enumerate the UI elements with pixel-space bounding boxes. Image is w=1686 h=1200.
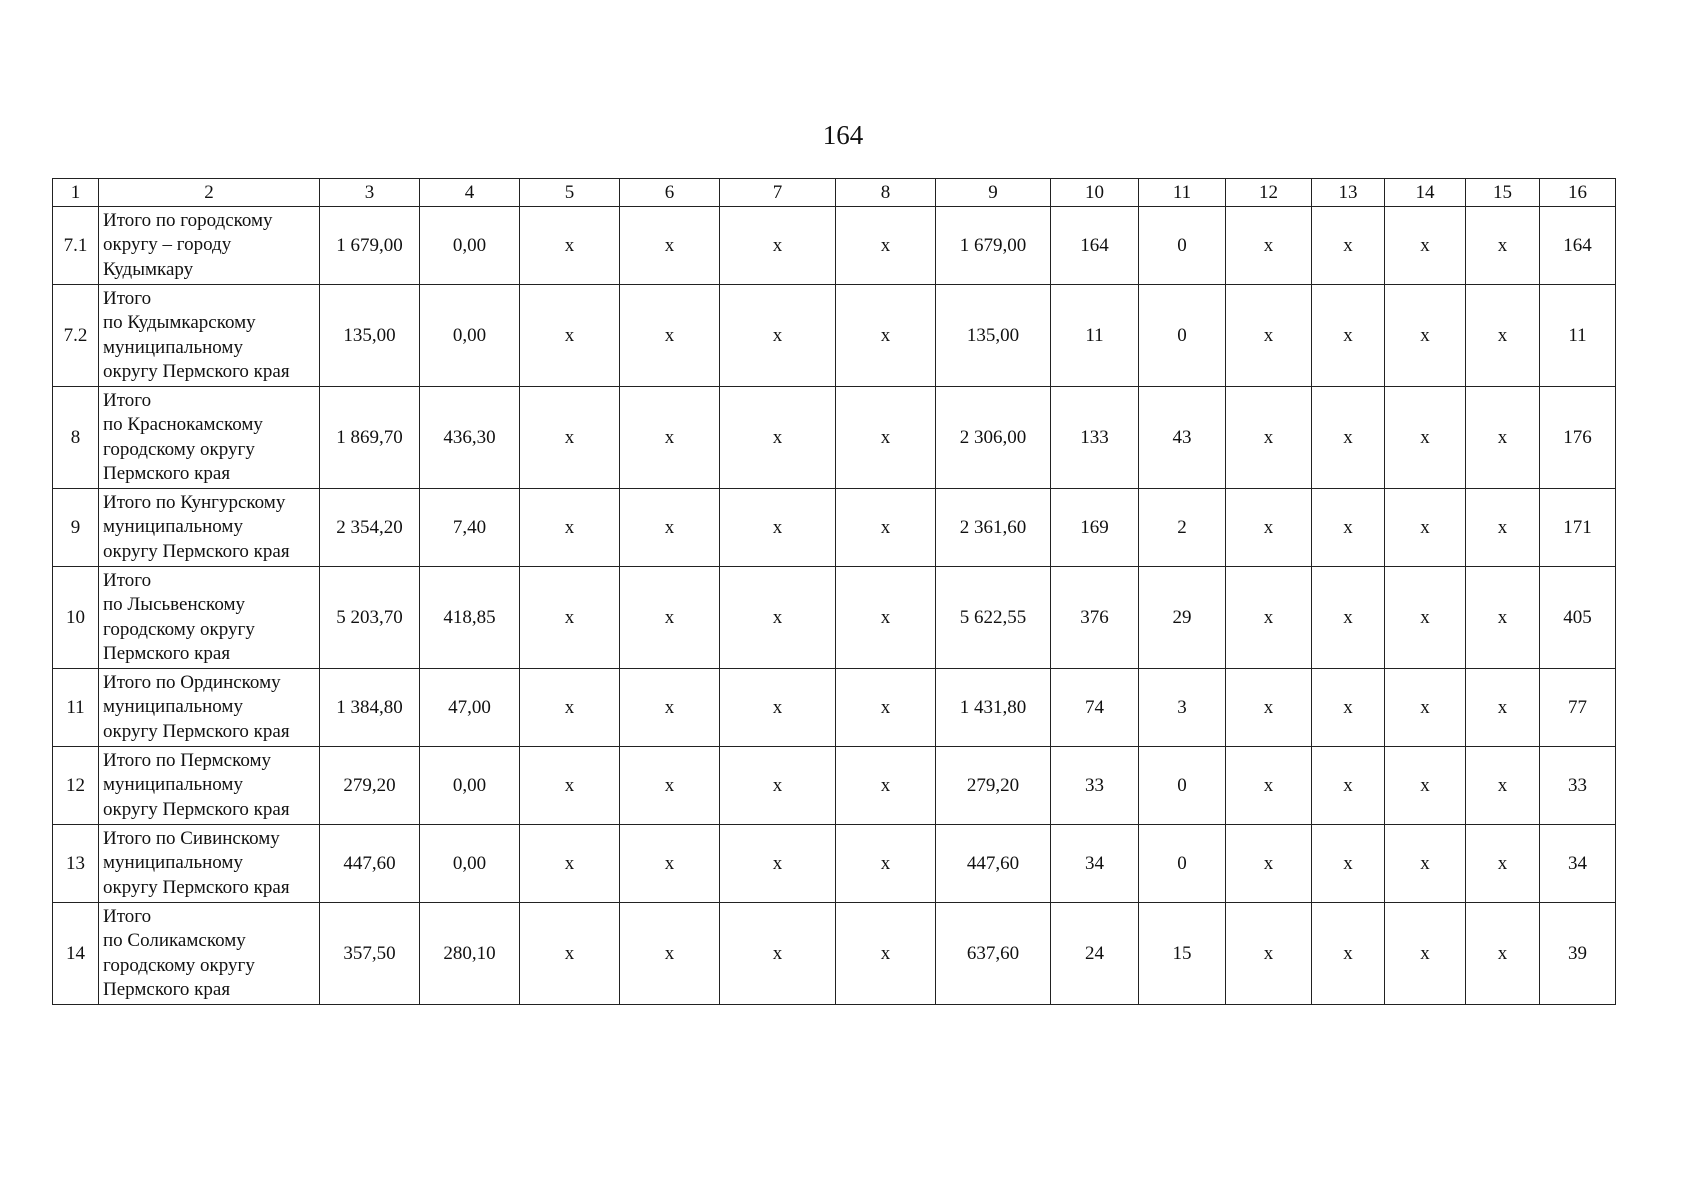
value-cell: 0,00 <box>420 747 520 825</box>
value-cell: х <box>1312 387 1385 489</box>
column-number-10: 10 <box>1051 179 1139 207</box>
value-cell: х <box>1385 567 1466 669</box>
value-cell: 357,50 <box>320 903 420 1005</box>
value-cell: 11 <box>1051 285 1139 387</box>
value-cell: х <box>1466 207 1540 285</box>
value-cell: 135,00 <box>320 285 420 387</box>
value-cell: х <box>1385 825 1466 903</box>
row-number-cell: 9 <box>53 489 99 567</box>
value-cell: х <box>1312 567 1385 669</box>
value-cell: 447,60 <box>320 825 420 903</box>
value-cell: х <box>1312 903 1385 1005</box>
value-cell: х <box>720 825 836 903</box>
value-cell: х <box>836 567 936 669</box>
value-cell: х <box>720 567 836 669</box>
value-cell: х <box>1385 489 1466 567</box>
value-cell: 164 <box>1540 207 1616 285</box>
value-cell: х <box>836 825 936 903</box>
value-cell: х <box>1226 567 1312 669</box>
value-cell: х <box>520 387 620 489</box>
row-name-cell: Итого по Сивинскому муниципальному округу Пермского края <box>99 825 320 903</box>
report-table <box>52 178 1616 1005</box>
column-number-8: 8 <box>836 179 936 207</box>
row-name-cell: Итого по Пермскому муниципальному округу Пермского края <box>99 747 320 825</box>
value-cell: х <box>620 669 720 747</box>
value-cell: 7,40 <box>420 489 520 567</box>
table-body <box>53 179 1616 1005</box>
row-name-cell: Итого по Ординскому муниципальному округу Пермского края <box>99 669 320 747</box>
column-number-5: 5 <box>520 179 620 207</box>
value-cell: х <box>836 903 936 1005</box>
value-cell: х <box>1312 747 1385 825</box>
value-cell: 1 431,80 <box>936 669 1051 747</box>
column-number-4: 4 <box>420 179 520 207</box>
value-cell: х <box>1226 285 1312 387</box>
value-cell: 405 <box>1540 567 1616 669</box>
value-cell: х <box>620 903 720 1005</box>
table-row <box>53 669 1616 747</box>
value-cell: 171 <box>1540 489 1616 567</box>
value-cell: 0 <box>1139 207 1226 285</box>
column-number-2: 2 <box>99 179 320 207</box>
value-cell: х <box>1385 285 1466 387</box>
value-cell: х <box>620 387 720 489</box>
column-number-6: 6 <box>620 179 720 207</box>
value-cell: х <box>620 285 720 387</box>
value-cell: х <box>1312 207 1385 285</box>
value-cell: х <box>1466 903 1540 1005</box>
value-cell: 47,00 <box>420 669 520 747</box>
column-number-14: 14 <box>1385 179 1466 207</box>
value-cell: х <box>1226 903 1312 1005</box>
value-cell: х <box>836 669 936 747</box>
value-cell: 280,10 <box>420 903 520 1005</box>
row-name-cell: Итого по Кудымкарскому муниципальному округу Пермского края <box>99 285 320 387</box>
column-number-1: 1 <box>53 179 99 207</box>
value-cell: х <box>520 489 620 567</box>
value-cell: 436,30 <box>420 387 520 489</box>
table-row <box>53 567 1616 669</box>
value-cell: 447,60 <box>936 825 1051 903</box>
value-cell: х <box>1466 669 1540 747</box>
value-cell: 1 869,70 <box>320 387 420 489</box>
value-cell: 376 <box>1051 567 1139 669</box>
value-cell: 0 <box>1139 747 1226 825</box>
row-number-cell: 7.1 <box>53 207 99 285</box>
value-cell: х <box>1385 387 1466 489</box>
value-cell: 2 306,00 <box>936 387 1051 489</box>
column-number-12: 12 <box>1226 179 1312 207</box>
value-cell: х <box>1226 747 1312 825</box>
value-cell: х <box>1466 567 1540 669</box>
page-number: 164 <box>822 120 864 150</box>
value-cell: 135,00 <box>936 285 1051 387</box>
value-cell: 34 <box>1051 825 1139 903</box>
row-name-cell: Итого по Соликамскому городскому округу Пермского края <box>99 903 320 1005</box>
value-cell: 2 354,20 <box>320 489 420 567</box>
value-cell: х <box>720 747 836 825</box>
row-name-cell: Итого по Краснокамскому городскому округу Пермского края <box>99 387 320 489</box>
value-cell: 1 679,00 <box>320 207 420 285</box>
table-row <box>53 489 1616 567</box>
value-cell: 1 679,00 <box>936 207 1051 285</box>
value-cell: х <box>1226 489 1312 567</box>
value-cell: х <box>836 207 936 285</box>
row-number-cell: 14 <box>53 903 99 1005</box>
value-cell: 0,00 <box>420 825 520 903</box>
table-row <box>53 207 1616 285</box>
value-cell: х <box>1385 747 1466 825</box>
value-cell: х <box>720 285 836 387</box>
value-cell: 637,60 <box>936 903 1051 1005</box>
value-cell: 43 <box>1139 387 1226 489</box>
value-cell: х <box>520 669 620 747</box>
value-cell: 77 <box>1540 669 1616 747</box>
column-number-16: 16 <box>1540 179 1616 207</box>
value-cell: 169 <box>1051 489 1139 567</box>
value-cell: х <box>1226 669 1312 747</box>
row-number-cell: 11 <box>53 669 99 747</box>
value-cell: х <box>1385 207 1466 285</box>
value-cell: 279,20 <box>936 747 1051 825</box>
column-number-7: 7 <box>720 179 836 207</box>
row-name-cell: Итого по городскому округу – городу Кудымкару <box>99 207 320 285</box>
value-cell: х <box>836 285 936 387</box>
value-cell: х <box>1312 825 1385 903</box>
value-cell: 0,00 <box>420 285 520 387</box>
value-cell: х <box>836 747 936 825</box>
value-cell: 24 <box>1051 903 1139 1005</box>
row-number-cell: 8 <box>53 387 99 489</box>
value-cell: 1 384,80 <box>320 669 420 747</box>
value-cell: 34 <box>1540 825 1616 903</box>
value-cell: 11 <box>1540 285 1616 387</box>
value-cell: х <box>1466 825 1540 903</box>
column-number-11: 11 <box>1139 179 1226 207</box>
value-cell: 0 <box>1139 825 1226 903</box>
value-cell: 418,85 <box>420 567 520 669</box>
table-row <box>53 825 1616 903</box>
value-cell: х <box>1466 387 1540 489</box>
value-cell: 2 <box>1139 489 1226 567</box>
value-cell: 39 <box>1540 903 1616 1005</box>
value-cell: х <box>520 207 620 285</box>
table-row <box>53 285 1616 387</box>
value-cell: 176 <box>1540 387 1616 489</box>
value-cell: х <box>1312 285 1385 387</box>
value-cell: х <box>1466 489 1540 567</box>
value-cell: х <box>1226 387 1312 489</box>
value-cell: 2 361,60 <box>936 489 1051 567</box>
value-cell: 0 <box>1139 285 1226 387</box>
table-row <box>53 747 1616 825</box>
value-cell: х <box>720 903 836 1005</box>
value-cell: х <box>720 489 836 567</box>
value-cell: х <box>836 489 936 567</box>
row-name-cell: Итого по Лысьвенскому городскому округу Пермского края <box>99 567 320 669</box>
value-cell: х <box>620 489 720 567</box>
row-number-cell: 13 <box>53 825 99 903</box>
value-cell: х <box>1466 285 1540 387</box>
value-cell: 133 <box>1051 387 1139 489</box>
table-row <box>53 387 1616 489</box>
value-cell: х <box>620 207 720 285</box>
value-cell: 29 <box>1139 567 1226 669</box>
value-cell: х <box>1312 489 1385 567</box>
value-cell: 15 <box>1139 903 1226 1005</box>
value-cell: х <box>620 747 720 825</box>
value-cell: х <box>520 903 620 1005</box>
row-number-cell: 7.2 <box>53 285 99 387</box>
column-number-9: 9 <box>936 179 1051 207</box>
value-cell: х <box>620 567 720 669</box>
value-cell: х <box>720 207 836 285</box>
value-cell: 5 622,55 <box>936 567 1051 669</box>
value-cell: х <box>720 669 836 747</box>
value-cell: 0,00 <box>420 207 520 285</box>
row-number-cell: 10 <box>53 567 99 669</box>
value-cell: х <box>1385 669 1466 747</box>
value-cell: х <box>520 567 620 669</box>
value-cell: х <box>836 387 936 489</box>
value-cell: 33 <box>1051 747 1139 825</box>
value-cell: 5 203,70 <box>320 567 420 669</box>
value-cell: 74 <box>1051 669 1139 747</box>
value-cell: х <box>1226 207 1312 285</box>
column-number-13: 13 <box>1312 179 1385 207</box>
row-number-cell: 12 <box>53 747 99 825</box>
value-cell: х <box>520 285 620 387</box>
column-number-15: 15 <box>1466 179 1540 207</box>
value-cell: х <box>520 747 620 825</box>
value-cell: х <box>1312 669 1385 747</box>
column-number-row <box>53 179 1616 207</box>
column-number-3: 3 <box>320 179 420 207</box>
value-cell: х <box>720 387 836 489</box>
value-cell: 3 <box>1139 669 1226 747</box>
row-name-cell: Итого по Кунгурскому муниципальному округу Пермского края <box>99 489 320 567</box>
value-cell: х <box>1466 747 1540 825</box>
value-cell: х <box>1385 903 1466 1005</box>
table-row <box>53 903 1616 1005</box>
value-cell: х <box>520 825 620 903</box>
value-cell: х <box>1226 825 1312 903</box>
value-cell: х <box>620 825 720 903</box>
value-cell: 33 <box>1540 747 1616 825</box>
value-cell: 164 <box>1051 207 1139 285</box>
value-cell: 279,20 <box>320 747 420 825</box>
